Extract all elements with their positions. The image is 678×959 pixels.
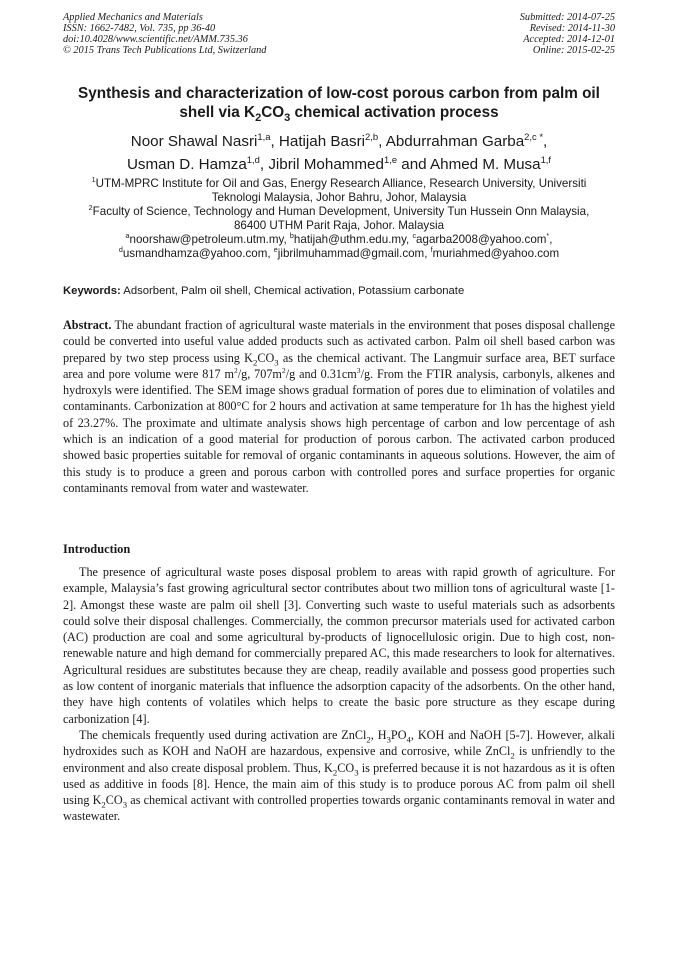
intro-paragraph-2: The chemicals frequently used during activation are ZnCl$_2$, $H_3PO_4$, KOH and NaOH [5-7]. However, alkali hydroxides such as KOH and NaOH are hazardous, expensive and corrosive, while ZnCl$_2$ is unfriendly to the environment and also create disposal problem. Thus, $K_2CO_3$ is preferred because it is not hazardous as it is often used as additive in foods [8]. Hence, the main aim of this study is to produce porous AC from palm oil shell using $K_2CO_3$ as chemical activant with controlled properties towards organic contaminants removal in water and wastewater. xyxy=(63,727,615,824)
email-link: jibrilmuhammad@gmail.com, xyxy=(277,247,431,261)
intro-paragraph-1: The presence of agricultural waste poses disposal problem to areas with rapid growth of agriculture. For example, Malaysia’s fast growing agricultural sector contributes about two million tons of agricultural waste [1-2]. Amongst these waste are palm oil shell [3]. Converting such waste to useful materials such as adsorbents could solve their disposal challenges. Commercially, the common precursor materials used for activated carbon (AC) production are coal and some agricultural by-products of lignocellulosic origin. Due to high cost, non-renewable nature and high demand for commercially prepared AC, this made researchers to look for alternatives. Agricultural residues are substitutes because they are cheap, readily available and possess good properties such as low content of inorganic materials that influence the adsorption capacity of the adsorbents. On the other hand, they have high contents of volatiles which helps to create the basic pore structure as they escape during carbonization [4]. xyxy=(63,565,615,726)
email-link: agarba2008@yahoo.com xyxy=(416,233,547,247)
affiliation-2-cont: 86400 UTHM Parit Raja, Johor. Malaysia xyxy=(233,219,445,233)
affiliations xyxy=(40,177,638,262)
author-name: Abdurrahman Garba xyxy=(385,133,525,150)
online-date: Online: 2015-02-25 xyxy=(532,45,615,56)
paper-title xyxy=(40,85,638,122)
affiliation-1-cont: Teknologi Malaysia, Johor Bahru, Johor, Malaysia xyxy=(211,191,467,205)
affiliation-1: $^1$UTM-MPRC Institute for Oil and Gas, Energy Research Alliance, Research University, Universiti xyxy=(91,175,587,190)
email-link: muriahmed@yahoo.com xyxy=(432,247,560,261)
issn-line: ISSN: 1662-7482, Vol. 735, pp 36-40 xyxy=(63,23,216,34)
journal-name: Applied Mechanics and Materials xyxy=(63,12,203,23)
email-link: noorshaw@petroleum.utm.my, xyxy=(129,233,290,247)
introduction-body xyxy=(63,564,615,825)
journal-header-left xyxy=(63,12,266,56)
author-line-2: Usman D. Hamza$^{1,d}$, Jibril Mohammed$^{1,e}$ and Ahmed M. Musa$^{1,f}$ xyxy=(126,153,552,173)
abstract-text: Abstract. The abundant fraction of agricultural waste materials in the environment that poses disposal challenge could be converted into useful value added products such as activated carbon. Palm oil shell based carbon was prepared by two step process using $K_2CO_3$ as the chemical activant. The Langmuir surface area, BET surface area and pore volume were 817 $m^2/g$, $707m^2/g$ and $0.31cm^3/g$. From the FTIR analysis, carbonyls, alkenes and hydroxyls were identified. The SEM image shows gradual formation of pores due to elimination of volatiles and contaminants. Carbonization at 800°C for 2 hours and activation at same temperature for 1h has the highest yield of 23.27%. The proximate and ultimate analysis shows high percentage of carbon and low percentage of ash which is an indication of a good material for production of porous carbon. The activated carbon produced showed basic properties suitable for removal of organic contaminants in aqueous solutions. However, the aim of this study is to produce a green and porous carbon with controlled pores and surface properties for organic contaminants removal from water and wastewater. xyxy=(63,318,615,495)
email-line-1: $^a$noorshaw@petroleum.utm.my, $^b$hatijah@uthm.edu.my, $^c$agarba2008@yahoo.com*, xyxy=(125,231,553,247)
keywords-text: Adsorbent, Palm oil shell, Chemical activation, Potassium carbonate xyxy=(120,285,465,297)
email-link: usmandhamza@yahoo.com, xyxy=(122,247,274,261)
author-name: Hatijah Basri xyxy=(278,133,366,150)
keywords-label: Keywords: xyxy=(63,285,121,297)
author-list xyxy=(40,130,638,176)
submitted-date: Submitted: 2014-07-25 xyxy=(519,12,615,23)
author-name: Usman D. Hamza xyxy=(126,156,247,173)
title-line-1: Synthesis and characterization of low-cost porous carbon from palm oil xyxy=(78,85,600,102)
author-line-1: Noor Shawal Nasri$^{1,a}$, Hatijah Basri$^{2,b}$, Abdurrahman Garba$^{2,c *}$, xyxy=(130,130,548,150)
email-line-2: $^d$usmandhamza@yahoo.com, $^e$jibrilmuhammad@gmail.com, $^f$muriahmed@yahoo.com xyxy=(118,245,560,261)
accepted-date: Accepted: 2014-12-01 xyxy=(523,34,615,45)
keywords xyxy=(63,284,615,298)
author-name: Ahmed M. Musa xyxy=(430,156,541,173)
abstract-label: Abstract. xyxy=(63,318,112,332)
section-heading-introduction: Introduction xyxy=(63,542,131,556)
abstract xyxy=(63,317,615,496)
author-name: Noor Shawal Nasri xyxy=(130,133,258,150)
author-name: Jibril Mohammed xyxy=(268,156,384,173)
revised-date: Revised: 2014-11-30 xyxy=(529,23,615,34)
copyright-line: © 2015 Trans Tech Publications Ltd, Switzerland xyxy=(63,45,267,56)
title-line-2: shell via $K_2CO_3$ chemical activation process xyxy=(179,103,499,124)
affiliation-2: $^2$Faculty of Science, Technology and Human Development, University Tun Hussein Onn Malaysia, xyxy=(88,203,590,219)
journal-header-right xyxy=(520,12,615,56)
email-link: hatijah@uthm.edu.my, xyxy=(293,233,413,247)
doi-line: doi:10.4028/www.scientific.net/AMM.735.36 xyxy=(63,34,248,45)
